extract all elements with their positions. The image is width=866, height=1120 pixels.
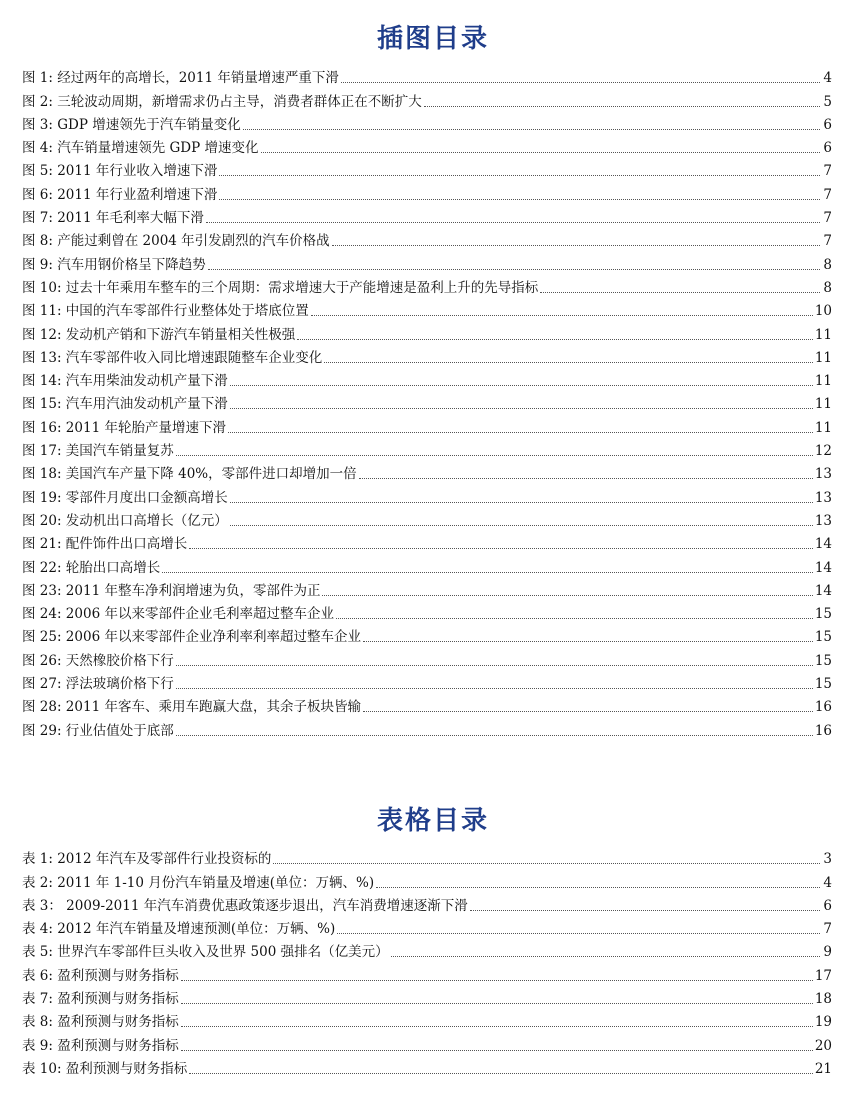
toc-entry-page: 11 <box>814 326 832 343</box>
toc-leader-dots <box>176 734 813 736</box>
toc-entry-label: 图 5: 2011 年行业收入增速下滑 <box>22 163 218 180</box>
toc-entry-label: 图 12: 发动机产销和下游汽车销量相关性极强 <box>22 326 296 343</box>
toc-entry[interactable] <box>22 249 832 272</box>
toc-entry-label: 图 16: 2011 年轮胎产量增速下滑 <box>22 419 226 436</box>
toc-entry[interactable] <box>22 645 832 668</box>
toc-entry-label: 图 10: 过去十年乘用车整车的三个周期：需求增速大于产能增速是盈利上升的先导指标 <box>22 279 539 296</box>
toc-entry-label: 图 3: GDP 增速领先于汽车销量变化 <box>22 116 241 133</box>
toc-entry-label: 表 7: 盈利预测与财务指标 <box>22 991 179 1008</box>
toc-entry-label: 图 29: 行业估值处于底部 <box>22 722 174 739</box>
toc-entry[interactable] <box>22 960 832 983</box>
toc-entry[interactable] <box>22 984 832 1007</box>
toc-entry-label: 图 2: 三轮波动周期，新增需求仍占主导，消费者群体正在不断扩大 <box>22 93 422 110</box>
toc-entry-page: 5 <box>823 93 832 110</box>
toc-entry[interactable] <box>22 436 832 459</box>
toc-entry-label: 图 6: 2011 年行业盈利增速下滑 <box>22 186 218 203</box>
toc-entry-label: 图 21: 配件饰件出口高增长 <box>22 536 188 553</box>
toc-leader-dots <box>391 955 820 957</box>
toc-entry[interactable] <box>22 156 832 179</box>
toc-leader-dots <box>181 1002 813 1004</box>
toc-entry[interactable] <box>22 179 832 202</box>
toc-leader-dots <box>359 477 813 479</box>
toc-leader-dots <box>230 384 813 386</box>
toc-entry-page: 13 <box>814 512 832 529</box>
toc-leader-dots <box>322 594 812 596</box>
toc-entry-page: 14 <box>814 536 832 553</box>
toc-entry-label: 图 19: 零部件月度出口金额高增长 <box>22 489 228 506</box>
toc-entry[interactable] <box>22 844 832 867</box>
toc-entry-page: 3 <box>823 851 832 868</box>
toc-entry-page: 13 <box>814 489 832 506</box>
toc-entry-page: 11 <box>814 373 832 390</box>
toc-entry-page: 11 <box>814 349 832 366</box>
toc-entry[interactable] <box>22 669 832 692</box>
toc-leader-dots <box>324 361 813 363</box>
toc-leader-dots <box>230 407 813 409</box>
toc-entry-page: 14 <box>814 582 832 599</box>
toc-entry-page: 15 <box>814 606 832 623</box>
toc-leader-dots <box>189 547 813 549</box>
toc-leader-dots <box>230 524 813 526</box>
toc-entry[interactable] <box>22 867 832 890</box>
toc-entry[interactable] <box>22 1054 832 1077</box>
toc-entry-label: 表 3： 2009-2011 年汽车消费优惠政策逐步退出，汽车消费增速逐渐下滑 <box>22 897 468 914</box>
toc-leader-dots <box>336 617 813 619</box>
toc-entry[interactable] <box>22 296 832 319</box>
toc-entry-label: 图 24: 2006 年以来零部件企业毛利率超过整车企业 <box>22 606 334 623</box>
toc-leader-dots <box>261 151 821 153</box>
toc-entry[interactable] <box>22 133 832 156</box>
toc-entry[interactable] <box>22 914 832 937</box>
toc-entry[interactable] <box>22 692 832 715</box>
toc-entry-label: 图 28: 2011 年客车、乘用车跑赢大盘，其余子板块皆输 <box>22 699 361 716</box>
toc-entry[interactable] <box>22 63 832 86</box>
toc-entry-page: 4 <box>823 874 832 891</box>
toc-entry-page: 9 <box>823 944 832 961</box>
toc-entry[interactable] <box>22 412 832 435</box>
toc-entry-label: 表 8: 盈利预测与财务指标 <box>22 1014 179 1031</box>
toc-entry-label: 图 9: 汽车用钢价格呈下降趋势 <box>22 256 206 273</box>
toc-entry[interactable] <box>22 459 832 482</box>
toc-entry[interactable] <box>22 226 832 249</box>
toc-entry[interactable] <box>22 343 832 366</box>
toc-entry-page: 7 <box>823 186 832 203</box>
toc-entry[interactable] <box>22 110 832 133</box>
toc-entry-label: 图 17: 美国汽车销量复苏 <box>22 443 174 460</box>
figures-title: 插图目录 <box>376 24 489 54</box>
toc-leader-dots <box>176 687 813 689</box>
toc-leader-dots <box>363 640 813 642</box>
toc-entry-page: 17 <box>814 967 832 984</box>
toc-entry-label: 表 4: 2012 年汽车销量及增速预测(单位：万辆、%) <box>22 921 336 938</box>
toc-entry-label: 图 20: 发动机出口高增长（亿元） <box>22 512 228 529</box>
toc-leader-dots <box>243 128 820 130</box>
toc-entry[interactable] <box>22 366 832 389</box>
toc-leader-dots <box>376 886 820 888</box>
toc-entry-page: 18 <box>814 991 832 1008</box>
toc-entry-label: 表 6: 盈利预测与财务指标 <box>22 967 179 984</box>
toc-entry-label: 表 9: 盈利预测与财务指标 <box>22 1037 179 1054</box>
toc-entry-page: 11 <box>814 419 832 436</box>
toc-leader-dots <box>162 571 813 573</box>
toc-leader-dots <box>470 909 820 911</box>
toc-leader-dots <box>337 932 820 934</box>
toc-entry-page: 6 <box>823 897 832 914</box>
toc-leader-dots <box>206 221 820 223</box>
toc-entry-page: 15 <box>814 676 832 693</box>
toc-entry[interactable] <box>22 273 832 296</box>
toc-leader-dots <box>332 244 820 246</box>
toc-entry-page: 14 <box>814 559 832 576</box>
toc-entry-page: 19 <box>814 1014 832 1031</box>
toc-entry-page: 7 <box>823 163 832 180</box>
toc-leader-dots <box>311 314 813 316</box>
toc-entry[interactable] <box>22 576 832 599</box>
toc-leader-dots <box>181 1049 813 1051</box>
toc-entry[interactable] <box>22 715 832 738</box>
toc-entry-page: 7 <box>823 233 832 250</box>
toc-entry-label: 图 13: 汽车零部件收入同比增速跟随整车企业变化 <box>22 349 323 366</box>
toc-entry-label: 图 11: 中国的汽车零部件行业整体处于塔底位置 <box>22 303 309 320</box>
toc-entry[interactable] <box>22 203 832 226</box>
toc-entry[interactable] <box>22 1030 832 1053</box>
toc-entry-label: 图 27: 浮法玻璃价格下行 <box>22 676 174 693</box>
toc-leader-dots <box>181 1025 813 1027</box>
toc-leader-dots <box>297 338 813 340</box>
toc-entry-label: 图 18: 美国汽车产量下降 40%，零部件进口却增加一倍 <box>22 466 357 483</box>
toc-leader-dots <box>424 105 820 107</box>
toc-entry-label: 图 1: 经过两年的高增长，2011 年销量增速严重下滑 <box>22 70 339 87</box>
toc-entry-label: 图 7: 2011 年毛利率大幅下滑 <box>22 210 204 227</box>
toc-leader-dots <box>181 979 813 981</box>
toc-entry[interactable] <box>22 622 832 645</box>
tables-title: 表格目录 <box>376 806 489 836</box>
toc-entry-page: 12 <box>814 443 832 460</box>
toc-entry[interactable] <box>22 529 832 552</box>
toc-entry-page: 21 <box>814 1060 832 1077</box>
toc-entry-label: 图 22: 轮胎出口高增长 <box>22 559 161 576</box>
toc-leader-dots <box>176 664 813 666</box>
toc-entry-label: 图 23: 2011 年整车净利润增速为负，零部件为正 <box>22 582 321 599</box>
toc-entry-label: 图 25: 2006 年以来零部件企业净利率利率超过整车企业 <box>22 629 361 646</box>
toc-entry[interactable] <box>22 482 832 505</box>
toc-entry-label: 图 26: 天然橡胶价格下行 <box>22 652 174 669</box>
toc-leader-dots <box>230 501 813 503</box>
toc-leader-dots <box>189 1072 813 1074</box>
toc-entry-page: 20 <box>814 1037 832 1054</box>
toc-entry-page: 7 <box>823 210 832 227</box>
toc-entry[interactable] <box>22 552 832 575</box>
toc-leader-dots <box>219 198 820 200</box>
toc-entry-page: 7 <box>823 921 832 938</box>
toc-entry-page: 6 <box>823 116 832 133</box>
toc-entry-label: 图 8: 产能过剩曾在 2004 年引发剧烈的汽车价格战 <box>22 233 330 250</box>
toc-leader-dots <box>341 81 820 83</box>
toc-entry-page: 4 <box>823 70 832 87</box>
toc-entry-label: 表 1: 2012 年汽车及零部件行业投资标的 <box>22 851 272 868</box>
figures-toc <box>22 63 832 739</box>
toc-entry[interactable] <box>22 506 832 529</box>
toc-entry[interactable] <box>22 86 832 109</box>
toc-entry[interactable] <box>22 389 832 412</box>
toc-entry[interactable] <box>22 937 832 960</box>
tables-toc <box>22 844 832 1077</box>
toc-entry-page: 16 <box>814 722 832 739</box>
toc-entry-page: 15 <box>814 652 832 669</box>
toc-leader-dots <box>540 291 820 293</box>
toc-entry[interactable] <box>22 891 832 914</box>
toc-entry-page: 10 <box>814 303 832 320</box>
toc-entry-label: 表 2: 2011 年 1-10 月份汽车销量及增速(单位：万辆、%) <box>22 874 375 891</box>
toc-leader-dots <box>228 431 813 433</box>
toc-entry-page: 8 <box>823 256 832 273</box>
toc-entry-page: 8 <box>823 279 832 296</box>
toc-leader-dots <box>208 268 820 270</box>
toc-entry-label: 图 14: 汽车用柴油发动机产量下滑 <box>22 373 228 390</box>
toc-entry-label: 图 4: 汽车销量增速领先 GDP 增速变化 <box>22 140 259 157</box>
toc-entry-label: 表 10: 盈利预测与财务指标 <box>22 1060 188 1077</box>
toc-leader-dots <box>176 454 813 456</box>
toc-entry-page: 11 <box>814 396 832 413</box>
toc-entry-page: 15 <box>814 629 832 646</box>
toc-entry-label: 图 15: 汽车用汽油发动机产量下滑 <box>22 396 228 413</box>
toc-leader-dots <box>219 174 820 176</box>
toc-entry[interactable] <box>22 599 832 622</box>
toc-leader-dots <box>363 710 813 712</box>
toc-leader-dots <box>273 862 820 864</box>
toc-entry-page: 16 <box>814 699 832 716</box>
toc-entry[interactable] <box>22 1007 832 1030</box>
toc-entry-label: 表 5: 世界汽车零部件巨头收入及世界 500 强排名（亿美元） <box>22 944 389 961</box>
toc-entry-page: 6 <box>823 140 832 157</box>
toc-entry-page: 13 <box>814 466 832 483</box>
toc-entry[interactable] <box>22 319 832 342</box>
